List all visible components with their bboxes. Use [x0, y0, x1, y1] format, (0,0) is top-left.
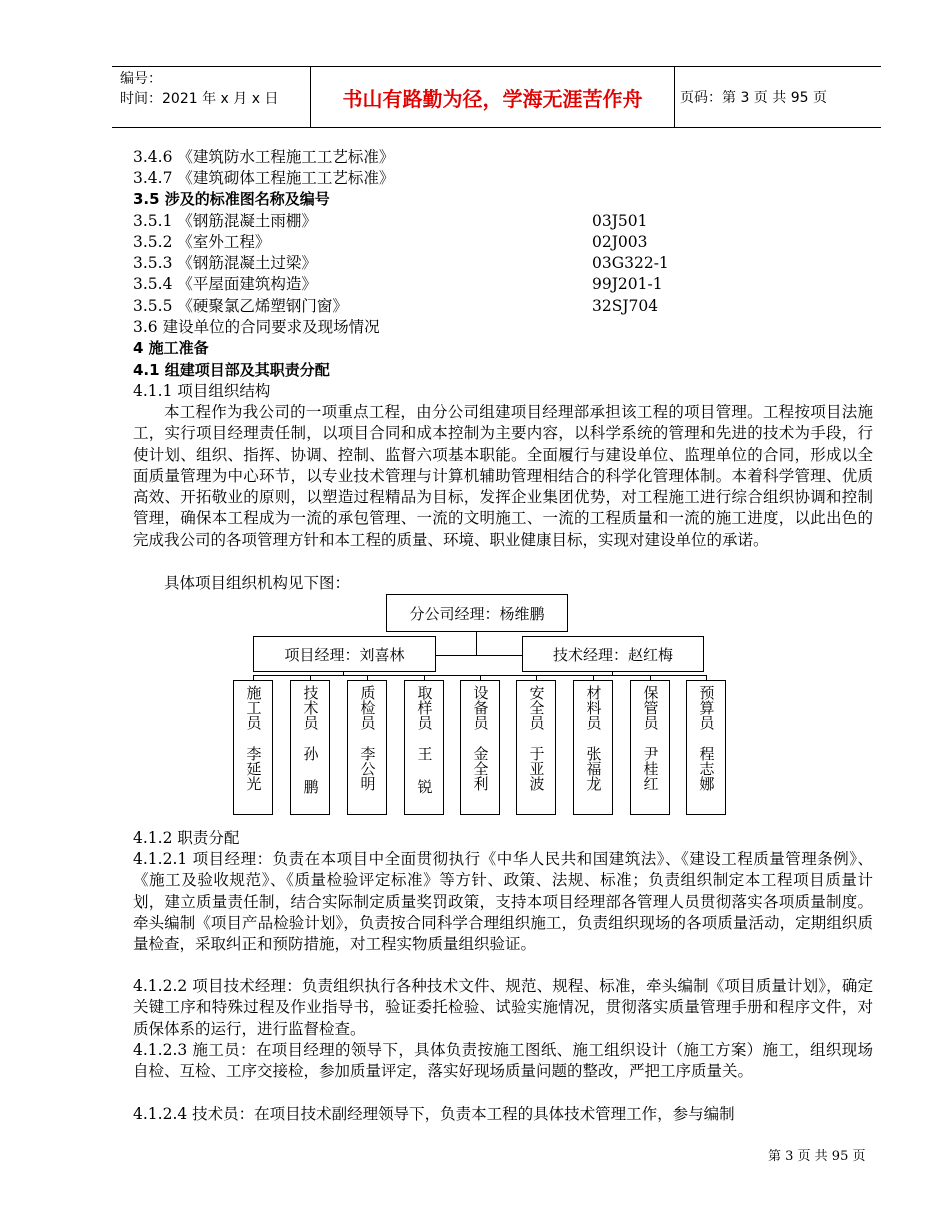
line-3-5-2: 3.5.2 《室外工程》	[133, 233, 271, 251]
line-3-5-5: 3.5.5 《硬聚氯乙烯塑钢门窗》	[133, 297, 348, 315]
org-staff-role: 设备员	[471, 685, 490, 730]
paragraph-intro: 本工程作为我公司的一项重点工程，由分公司组建项目经理部承担该工程的项目管理。工程按项目法施工，实行项目经理责任制，以项目合同和成本控制为主要内容，以科学系统的管理和先进的技术为手段，行使计划、组织、指挥、协调、控制、监督六项基本职能。全面履行与建设单位、监理单位的合同，形成以全面质量管理为中心环节，以专业技术管理与计算机辅助管理相结合的科学化管理体制。本着科学管理、优质高效、开拓敬业的原则，以塑造过程精品为目标，发挥企业集团优势，对工程施工进行综合组织协调和控制管理，确保本工程成为一流的承包管理、一流的文明施工、一流的工程质量和一流的施工进度，以此出色的完成我公司的各项管理方针和本工程的质量、环境、职业健康目标，实现对建设单位的承诺。	[133, 403, 873, 549]
org-staff-box	[404, 680, 444, 815]
org-staff-role: 保管员	[641, 685, 660, 730]
heading-4-1: 4.1 组建项目部及其职责分配	[133, 361, 330, 379]
code-3-5-4: 99J201-1	[592, 275, 663, 293]
page-footer: 第 3 页 共 95 页	[768, 1149, 866, 1164]
org-staff-name: 金全利	[471, 746, 490, 791]
header-page-info: 页码：第 3 页 共 95 页	[680, 90, 827, 106]
line-3-4-6: 3.4.6 《建筑防水工程施工工艺标准》	[133, 148, 395, 166]
org-technical-manager-box: 技术经理：赵红梅	[522, 636, 704, 672]
code-3-5-1: 03J501	[592, 212, 648, 230]
heading-3-5: 3.5 涉及的标准图名称及编号	[133, 190, 330, 208]
org-staff-name: 程志娜	[697, 746, 716, 791]
org-staff-role: 安全员	[527, 685, 546, 730]
line-3-6: 3.6 建设单位的合同要求及现场情况	[133, 318, 380, 336]
document-number-label: 编号：	[120, 71, 162, 87]
org-staff-role: 技术员	[301, 685, 320, 730]
paragraph-4-1-2-2: 4.1.2.2 项目技术经理：负责组织执行各种技术文件、规范、规程、标准，牵头编制《项目质量计划》，确定关键工序和特殊过程及作业指导书，验证委托检验、试验实施情况，贯彻落实质量管理手册和程序文件，对质保体系的运行，进行监督检查。	[133, 977, 873, 1038]
heading-4: 4 施工准备	[133, 339, 209, 357]
line-3-5-3: 3.5.3 《钢筋混凝土过梁》	[133, 254, 317, 272]
org-staff-box	[630, 680, 670, 815]
org-staff-role: 取样员	[415, 685, 434, 730]
org-staff-box	[233, 680, 273, 815]
org-staff-box	[347, 680, 387, 815]
org-staff-name: 于亚波	[527, 746, 546, 791]
org-connector	[476, 631, 477, 655]
heading-4-1-1: 4.1.1 项目组织结构	[133, 382, 271, 400]
line-3-5-1: 3.5.1 《钢筋混凝土雨棚》	[133, 212, 317, 230]
org-staff-box	[573, 680, 613, 815]
org-staff-box	[516, 680, 556, 815]
org-staff-role: 预算员	[697, 685, 716, 730]
org-staff-name: 张福龙	[584, 746, 603, 791]
org-staff-name: 李延光	[244, 746, 263, 791]
line-3-4-7: 3.4.7 《建筑砌体工程施工工艺标准》	[133, 169, 395, 187]
org-staff-name: 尹桂红	[641, 746, 660, 791]
paragraph-4-1-2-3: 4.1.2.3 施工员：在项目经理的领导下，具体负责按施工图纸、施工组织设计（施工方案）施工，组织现场自检、互检、工序交接检，参加质量评定，落实好现场质量问题的整改，严把工序质量关。	[133, 1041, 873, 1081]
org-top-box: 分公司经理：杨维鹏	[386, 594, 568, 632]
org-staff-box	[460, 680, 500, 815]
org-project-manager-box: 项目经理：刘喜林	[253, 636, 436, 672]
org-staff-role: 质检员	[358, 685, 377, 730]
code-3-5-5: 32SJ704	[592, 297, 659, 315]
page-header	[112, 66, 881, 128]
code-3-5-3: 03G322-1	[592, 254, 669, 272]
org-staff-role: 材料员	[584, 685, 603, 730]
paragraph-chart-intro: 具体项目组织机构见下图：	[164, 574, 351, 592]
org-staff-name: 李公明	[358, 746, 377, 791]
org-staff-name: 孙 鹏	[301, 746, 320, 794]
header-motto: 书山有路勤为径，学海无涯苦作舟	[310, 67, 675, 127]
paragraph-4-1-2-4: 4.1.2.4 技术员：在项目技术副经理领导下，负责本工程的具体技术管理工作，参与编制	[133, 1105, 735, 1123]
org-staff-name: 王 锐	[415, 746, 434, 794]
paragraph-4-1-2-1: 4.1.2.1 项目经理：负责在本项目中全面贯彻执行《中华人民共和国建筑法》、《建设工程质量管理条例》、《施工及验收规范》、《质量检验评定标准》等方针、政策、法规、标准；负责组织制定本工程项目质量计划，建立质量责任制，结合实际制定质量奖罚政策，支持本项目经理部各管理人员贯彻落实各项质量制度。牵头编制《项目产品检验计划》，负责按合同科学合理组织施工，负责组织现场的各项质量活动，定期组织质量检查，采取纠正和预防措施，对工程实物质量组织验证。	[133, 850, 873, 954]
heading-4-1-2: 4.1.2 职责分配	[133, 829, 240, 847]
document-date: 时间：2021 年 x 月 x 日	[120, 91, 279, 107]
code-3-5-2: 02J003	[592, 233, 648, 251]
header-meta	[120, 69, 310, 125]
line-3-5-4: 3.5.4 《平屋面建筑构造》	[133, 275, 317, 293]
org-staff-box	[290, 680, 330, 815]
org-staff-role: 施工员	[244, 685, 263, 730]
org-connector	[435, 655, 522, 656]
org-staff-box	[686, 680, 726, 815]
